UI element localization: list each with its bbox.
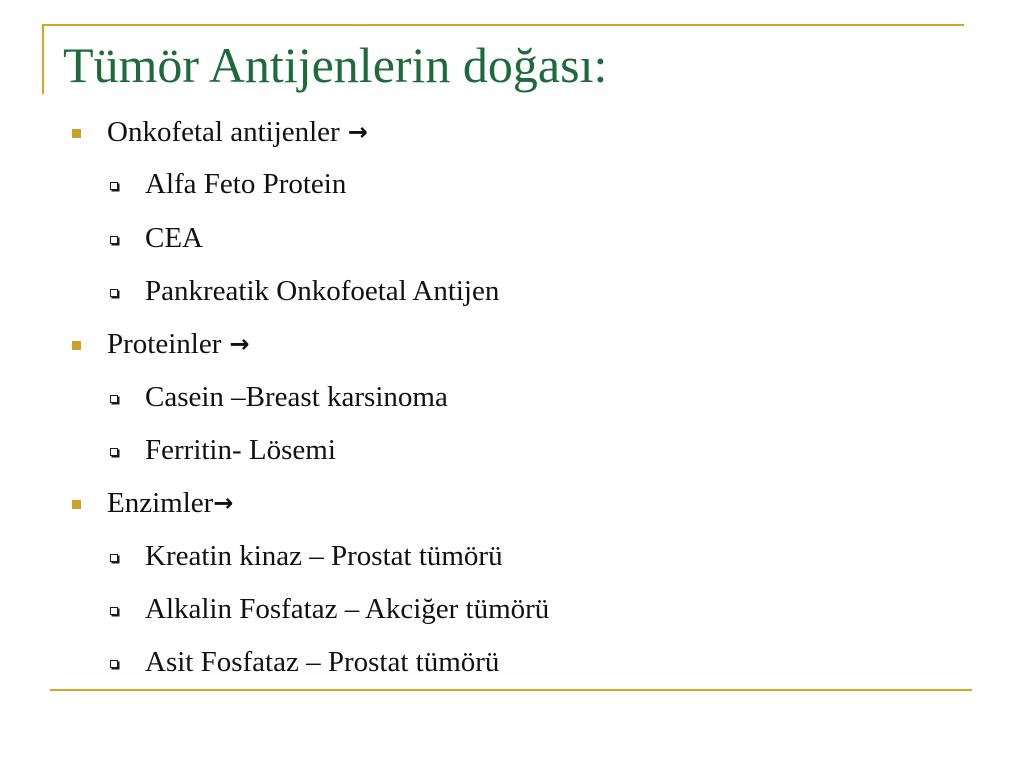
hollow-square-bullet-icon [110, 236, 118, 244]
square-bullet-icon [72, 500, 81, 509]
right-arrow-icon: → [347, 118, 368, 146]
sub-bullet-label: Kreatin kinaz – Prostat tümörü [145, 539, 503, 572]
sub-bullet-item [110, 377, 448, 417]
square-bullet-icon [72, 129, 81, 138]
sub-bullet-label: CEA [145, 221, 203, 254]
sub-bullet-item [110, 536, 503, 576]
hollow-square-bullet-icon [110, 395, 118, 403]
bullet-label: Proteinler [107, 327, 222, 360]
slide-title: Tümör Antijenlerin doğası: [63, 37, 608, 93]
bullet-label: Onkofetal antijenler [107, 115, 340, 148]
sub-bullet-item [110, 589, 549, 629]
sub-bullet-label: Pankreatik Onkofoetal Antijen [145, 274, 500, 307]
bullet-item-proteinler [72, 324, 249, 364]
hollow-square-bullet-icon [110, 554, 118, 562]
sub-bullet-item [110, 164, 346, 204]
right-arrow-icon: → [213, 489, 234, 517]
sub-bullet-item [110, 218, 203, 258]
sub-bullet-item [110, 642, 499, 682]
bullet-item-enzimler [72, 483, 233, 523]
bullet-label: Enzimler [107, 486, 214, 519]
sub-bullet-item [110, 430, 336, 470]
sub-bullet-label: Alkalin Fosfataz – Akciğer tümörü [145, 592, 550, 625]
sub-bullet-label: Ferritin- Lösemi [145, 433, 336, 466]
right-arrow-icon: → [229, 330, 250, 358]
hollow-square-bullet-icon [110, 448, 118, 456]
bullet-item-onkofetal [72, 112, 368, 152]
hollow-square-bullet-icon [110, 660, 118, 668]
sub-bullet-label: Casein –Breast karsinoma [145, 380, 448, 413]
square-bullet-icon [72, 341, 81, 350]
hollow-square-bullet-icon [110, 289, 118, 297]
hollow-square-bullet-icon [110, 182, 118, 190]
hollow-square-bullet-icon [110, 607, 118, 615]
sub-bullet-label: Asit Fosfataz – Prostat tümörü [145, 645, 500, 678]
sub-bullet-item [110, 271, 499, 311]
sub-bullet-label: Alfa Feto Protein [145, 167, 347, 200]
